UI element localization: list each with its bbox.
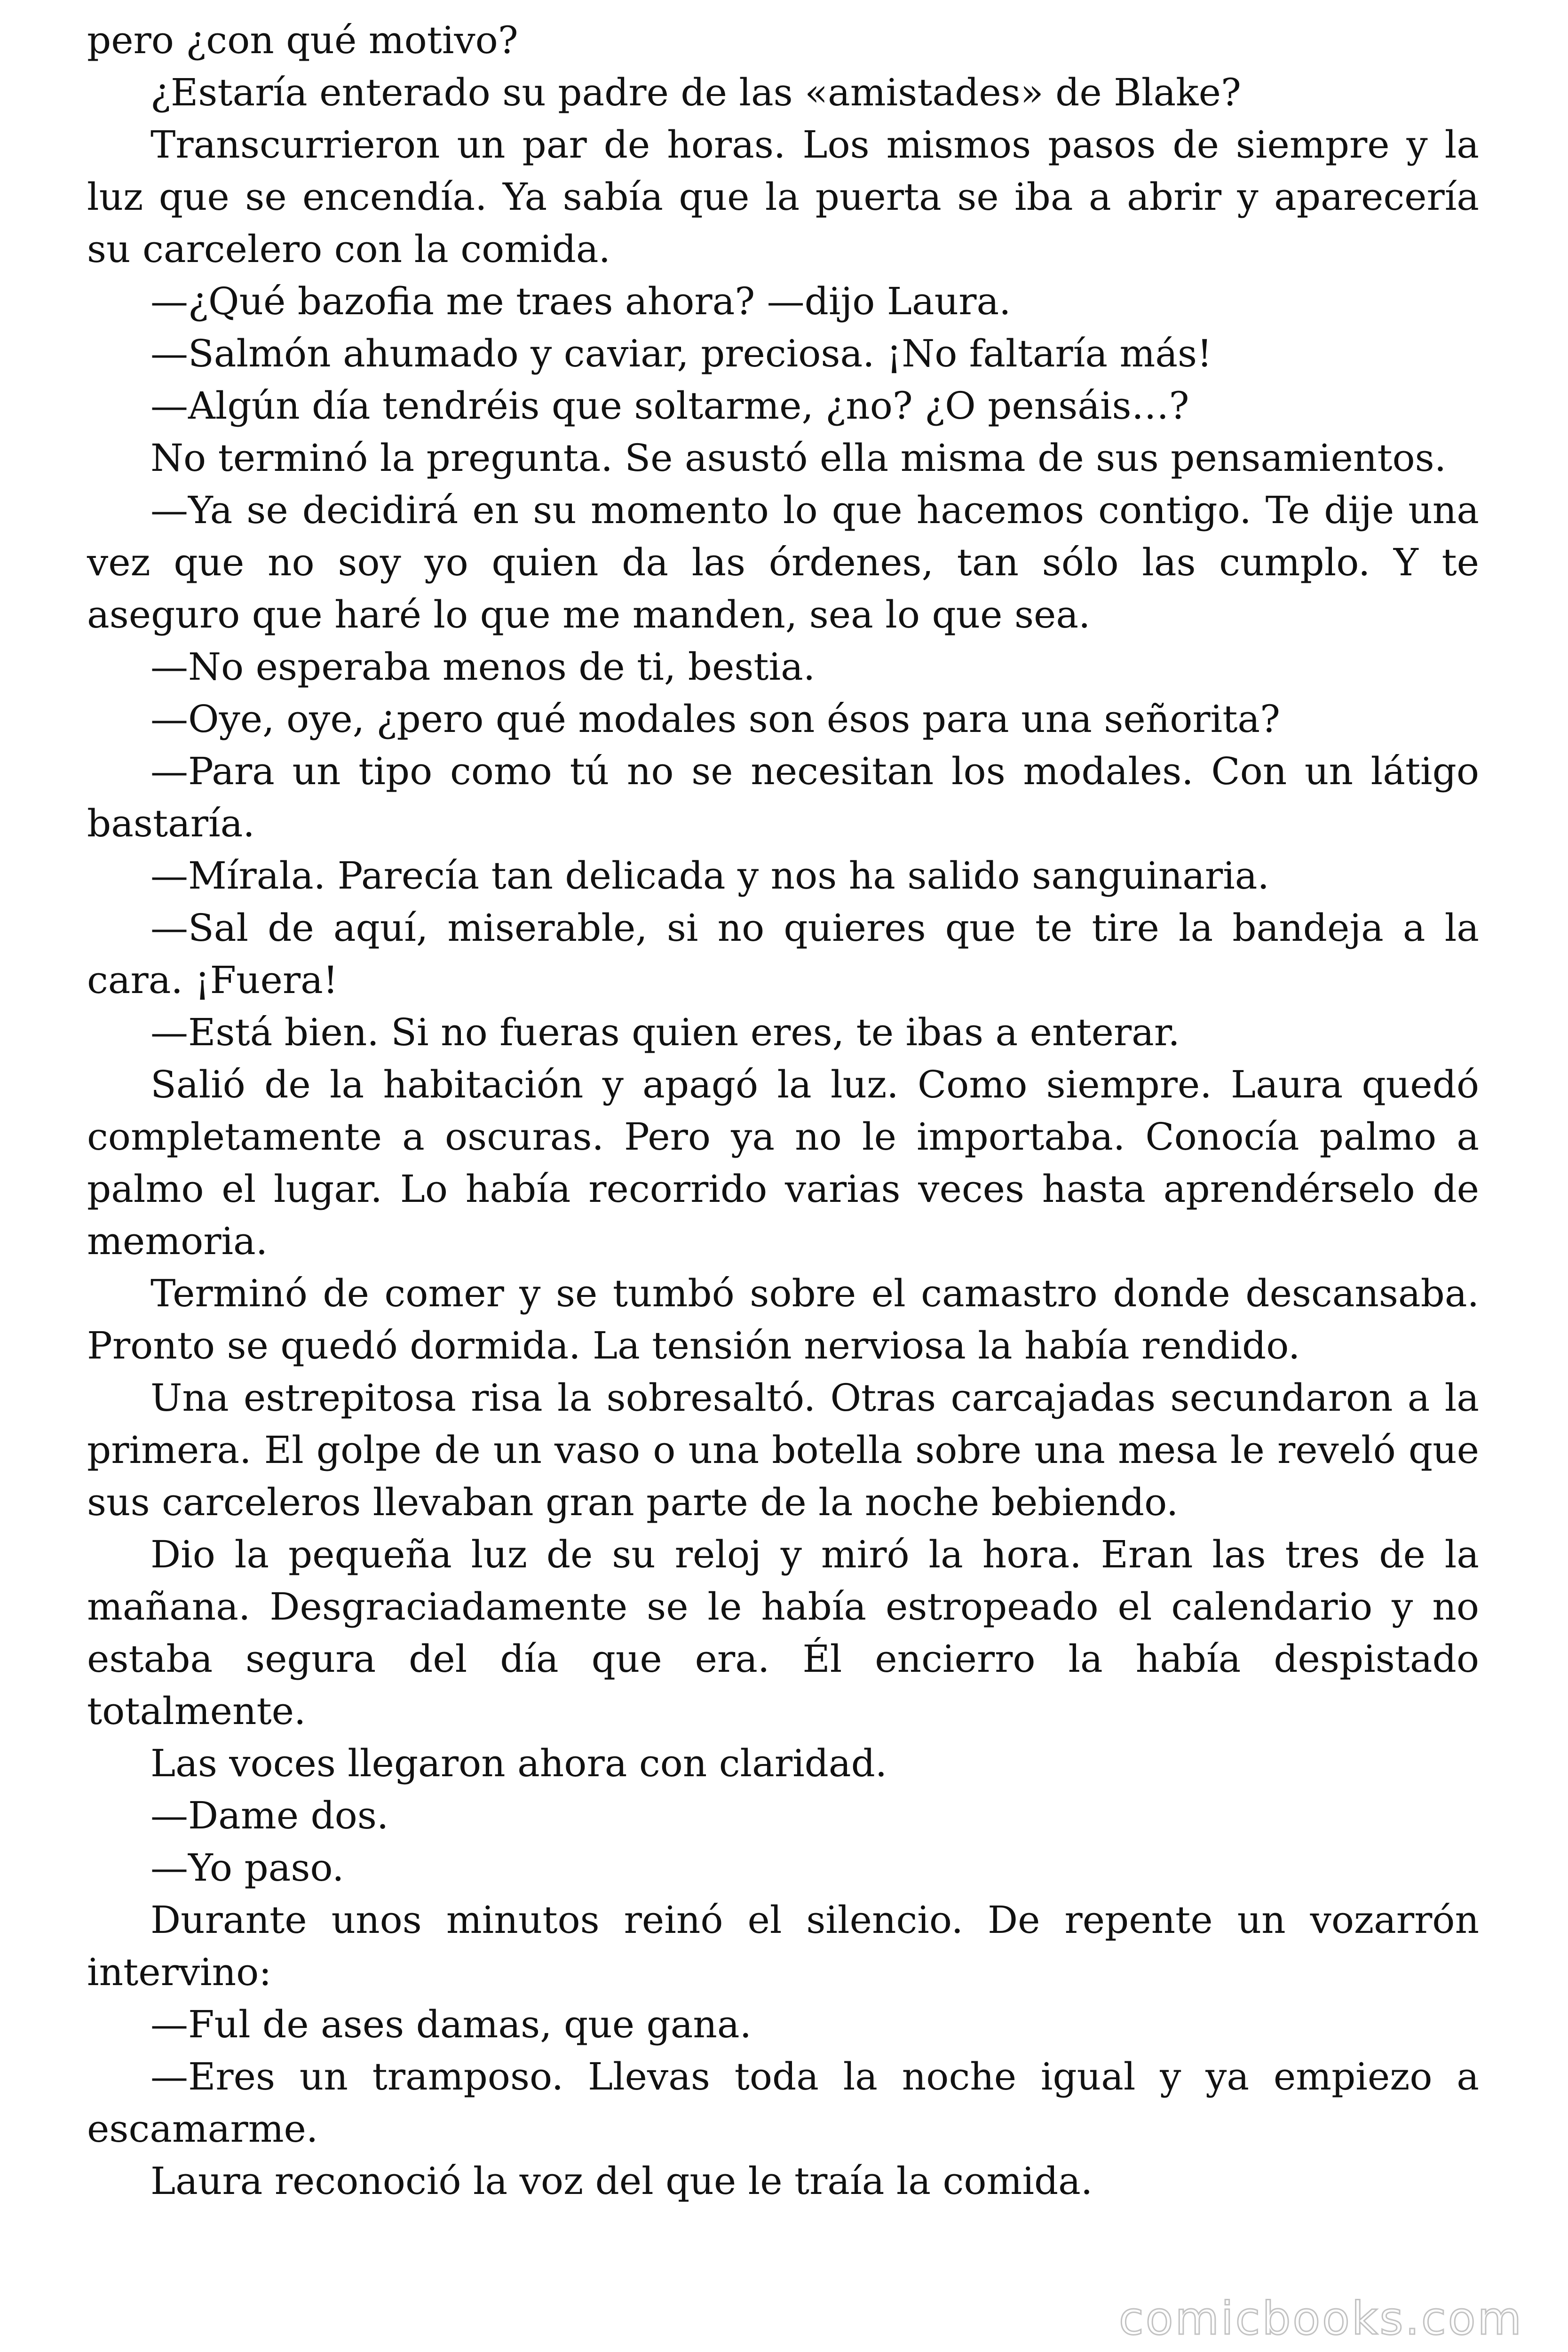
paragraph: Salió de la habitación y apagó la luz. Como siempre. Laura quedó completamente a oscuras. Pero ya no le importaba. Conocía palmo a palmo el lugar. Lo había recorrido varias veces hasta aprendérselo de memoria. — [87, 1063, 1479, 1263]
paragraph: —Mírala. Parecía tan delicada y nos ha salido sanguinaria. — [150, 854, 1269, 898]
paragraph: pero ¿con qué motivo? — [87, 18, 518, 62]
paragraph: Una estrepitosa risa la sobresaltó. Otras carcajadas secundaron a la primera. El golpe de un vaso o una botella sobre una mesa le reveló que sus carceleros llevaban gran parte de la noche bebiendo. — [87, 1376, 1479, 1524]
paragraph: —Dame dos. — [150, 1794, 389, 1837]
paragraph: —Está bien. Si no fueras quien eres, te ibas a enterar. — [150, 1010, 1180, 1054]
paragraph: —Ya se decidirá en su momento lo que hacemos contigo. Te dije una vez que no soy yo quien da las órdenes, tan sólo las cumplo. Y te aseguro que haré lo que me manden, sea lo que sea. — [87, 488, 1479, 636]
paragraph: —¿Qué bazofia me traes ahora? —dijo Laura. — [150, 279, 1011, 323]
paragraph: —Ful de ases damas, que gana. — [150, 2002, 752, 2046]
paragraph: —Eres un tramposo. Llevas toda la noche igual y ya empiezo a escamarme. — [87, 2055, 1479, 2151]
paragraph: —No esperaba menos de ti, bestia. — [150, 645, 816, 689]
paragraph: —Sal de aquí, miserable, si no quieres que te tire la bandeja a la cara. ¡Fuera! — [87, 906, 1479, 1002]
paragraph: Laura reconoció la voz del que le traía la comida. — [150, 2159, 1093, 2203]
paragraph: —Yo paso. — [150, 1846, 344, 1890]
paragraph: ¿Estaría enterado su padre de las «amistades» de Blake? — [150, 71, 1241, 114]
paragraph: Dio la pequeña luz de su reloj y miró la hora. Eran las tres de la mañana. Desgraciadamente se le había estropeado el calendario y no estaba segura del día que era. Él encierro la había despistado totalmente. — [87, 1533, 1479, 1733]
paragraph: Terminó de comer y se tumbó sobre el camastro donde descansaba. Pronto se quedó dormida. La tensión nerviosa la había rendido. — [87, 1271, 1479, 1367]
book-page-text — [87, 14, 1479, 2207]
paragraph: No terminó la pregunta. Se asustó ella misma de sus pensamientos. — [150, 436, 1447, 480]
watermark-logo: comicbooks.com — [1118, 2292, 1523, 2345]
paragraph: Las voces llegaron ahora con claridad. — [150, 1741, 887, 1785]
paragraph: —Para un tipo como tú no se necesitan los modales. Con un látigo bastaría. — [87, 749, 1479, 845]
paragraph: —Algún día tendréis que soltarme, ¿no? ¿O pensáis…? — [150, 384, 1189, 428]
paragraph: Durante unos minutos reinó el silencio. De repente un vozarrón intervino: — [87, 1898, 1479, 1994]
paragraph: Transcurrieron un par de horas. Los mismos pasos de siempre y la luz que se encendía. Ya sabía que la puerta se iba a abrir y aparecería su carcelero con la comida. — [87, 123, 1479, 271]
paragraph: —Salmón ahumado y caviar, preciosa. ¡No faltaría más! — [150, 332, 1212, 375]
paragraph: —Oye, oye, ¿pero qué modales son ésos para una señorita? — [150, 697, 1280, 741]
